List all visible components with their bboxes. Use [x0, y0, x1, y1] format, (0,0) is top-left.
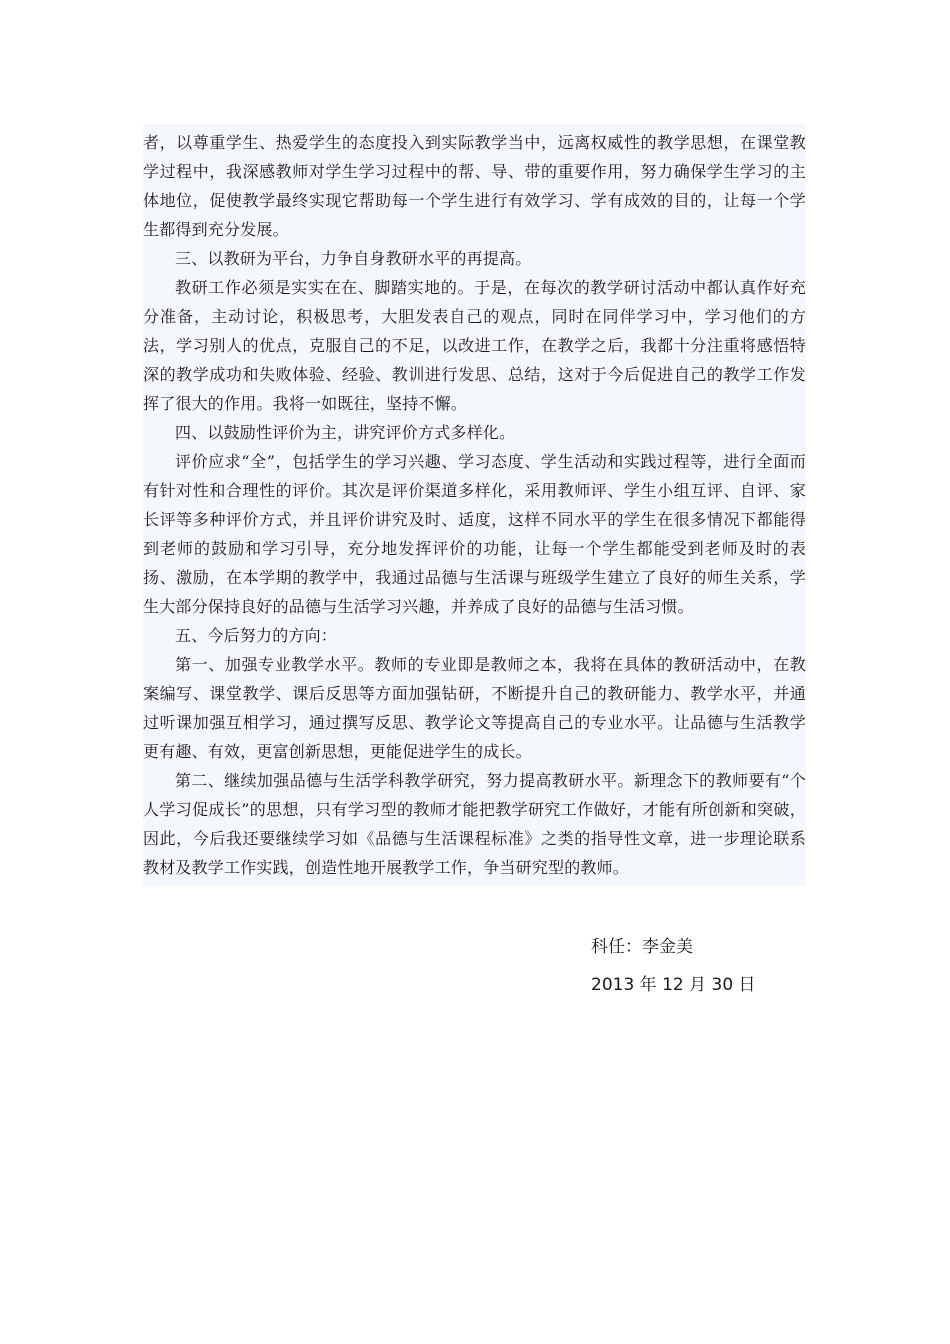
- signature-block: [591, 928, 756, 1004]
- signature-name: 科任：李金美: [591, 937, 693, 957]
- signature-date: 2013 年 12 月 30 日: [591, 975, 756, 995]
- document-body: [143, 124, 806, 886]
- paragraph-8: 第二、继续加强品德与生活学科教学研究，努力提高教研水平。新理念下的教师要有“个人学习促成长”的思想，只有学习型的教师才能把教学研究工作做好，才能有所创新和突破，因此，今后我还要继续学习如《品德与生活课程标准》之类的指导性文章，进一步理论联系教材及教学工作实践，创造性地开展教学工作，争当研究型的教师。: [143, 771, 806, 877]
- heading-section-4: 四、以鼓励性评价为主，讲究评价方式多样化。: [175, 423, 516, 442]
- heading-section-5: 五、今后努力的方向：: [175, 626, 338, 645]
- paragraph-1: 者，以尊重学生、热爱学生的态度投入到实际教学当中，远离权威性的教学思想，在课堂教学过程中，我深感教师对学生学习过程中的帮、导、带的重要作用，努力确保学生学习的主体地位，促使教学最终实现它帮助每一个学生进行有效学习、学有成效的目的，让每一个学生都得到充分发展。: [143, 133, 806, 239]
- heading-section-3: 三、以教研为平台，力争自身教研水平的再提高。: [175, 249, 532, 268]
- paragraph-5: 评价应求“全”，包括学生的学习兴趣、学习态度、学生活动和实践过程等，进行全面而有针对性和合理性的评价。其次是评价渠道多样化，采用教师评、学生小组互评、自评、家长评等多种评价方式，并且评价讲究及时、适度，这样不同水平的学生在很多情况下都能得到老师的鼓励和学习引导，充分地发挥评价的功能，让每一个学生都能受到老师及时的表扬、激励，在本学期的教学中，我通过品德与生活课与班级学生建立了良好的师生关系，学生大部分保持良好的品德与生活学习兴趣，并养成了良好的品德与生活习惯。: [143, 452, 806, 616]
- paragraph-7: 第一、加强专业教学水平。教师的专业即是教师之本，我将在具体的教研活动中，在教案编写、课堂教学、课后反思等方面加强钻研，不断提升自己的教研能力、教学水平，并通过听课加强互相学习，通过撰写反思、教学论文等提高自己的专业水平。让品德与生活教学更有趣、有效，更富创新思想，更能促进学生的成长。: [143, 655, 806, 761]
- paragraph-3: 教研工作必须是实实在在、脚踏实地的。于是，在每次的教学研讨活动中都认真作好充分准备，主动讨论，积极思考，大胆发表自己的观点，同时在同伴学习中，学习他们的方法，学习别人的优点，克服自己的不足，以改进工作，在教学之后，我都十分注重将感悟特深的教学成功和失败体验、经验、教训进行发思、总结，这对于今后促进自己的教学工作发挥了很大的作用。我将一如既往，坚持不懈。: [143, 278, 806, 413]
